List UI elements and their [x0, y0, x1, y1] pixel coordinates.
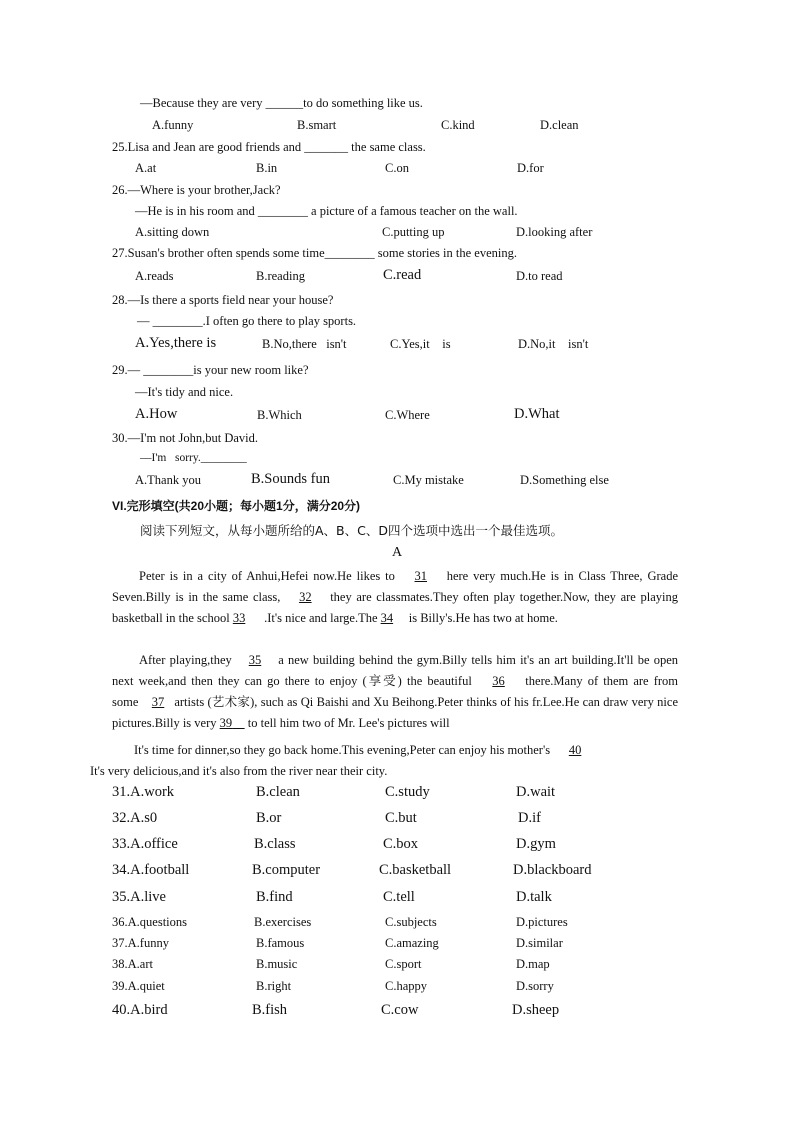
passage-text: After playing,they — [139, 653, 232, 667]
option: A.funny — [152, 118, 194, 132]
passage-label: A — [391, 545, 403, 560]
blank-31: 31 — [414, 569, 428, 583]
option: B.in — [256, 161, 278, 175]
option: A.Thank you — [135, 473, 201, 487]
blank-34: 34 — [380, 611, 394, 625]
option: B.No,there isn't — [262, 337, 347, 351]
q27-stem: 27.Susan's brother often spends some time________ some stories in the evening. — [112, 246, 517, 260]
option: C.cow — [381, 1002, 419, 1018]
option: D.No,it isn't — [518, 337, 589, 351]
option: B.computer — [252, 862, 321, 878]
blank-35: 35 — [248, 653, 262, 667]
blank-32: 32 — [299, 590, 312, 604]
option: C.but — [385, 810, 417, 826]
passage-text: It's very delicious,and it's also from the river near their city. — [90, 764, 388, 778]
q26-stem: 26.—Where is your brother,Jack? — [112, 183, 281, 197]
option: C.happy — [385, 979, 428, 993]
option: 40.A.bird — [112, 1002, 168, 1018]
option: B.smart — [297, 118, 337, 132]
passage-text: It's time for dinner,so they go back home.This evening,Peter can enjoy his mother's — [134, 743, 551, 757]
option: B.exercises — [254, 915, 312, 929]
option: D.talk — [516, 889, 552, 905]
option: 34.A.football — [112, 862, 190, 878]
option: C.sport — [385, 957, 422, 971]
option: C.amazing — [385, 936, 439, 950]
option: B.right — [256, 979, 292, 993]
options-row — [0, 784, 794, 804]
option: D.sheep — [512, 1002, 560, 1018]
options-row — [0, 889, 794, 909]
blank-33: 33 — [232, 611, 246, 625]
option: D.map — [516, 957, 550, 971]
options-row — [0, 979, 794, 999]
option: B.Sounds fun — [251, 471, 330, 487]
option: A.How — [135, 406, 178, 422]
q29-reply-line — [0, 385, 794, 405]
option: D.for — [517, 161, 544, 175]
option: B.or — [256, 810, 282, 826]
section-instruction-line — [0, 521, 794, 541]
option: 38.A.art — [112, 957, 153, 971]
option: D.similar — [516, 936, 563, 950]
option: B.music — [256, 957, 298, 971]
option: 31.A.work — [112, 784, 175, 800]
q26-reply-line — [0, 204, 794, 224]
option: D.looking after — [516, 225, 593, 239]
option: D.if — [518, 810, 541, 826]
option: 37.A.funny — [112, 936, 169, 950]
options-row — [0, 862, 794, 882]
passage-text: they are classmates.They often play together.Now, they are playing basketball in the school — [112, 590, 679, 625]
q30-options — [0, 473, 794, 493]
options-row — [0, 915, 794, 935]
option: D.What — [514, 406, 560, 422]
options-row — [0, 836, 794, 856]
option: A.Yes,there is — [135, 335, 217, 351]
option: C.basketball — [379, 862, 452, 878]
q28-reply-line — [0, 314, 794, 334]
option: D.gym — [516, 836, 556, 852]
option: D.to read — [516, 269, 563, 283]
option: C.on — [385, 161, 409, 175]
option: 35.A.live — [112, 889, 166, 905]
option: C.kind — [441, 118, 475, 132]
q29-reply: —It's tidy and nice. — [135, 385, 234, 399]
option: A.reads — [135, 269, 174, 283]
option: C.Where — [385, 408, 430, 422]
q30-stem-line — [0, 431, 794, 451]
option: D.sorry — [516, 979, 554, 993]
passage-text: .It's nice and large.The — [264, 611, 378, 625]
options-row — [0, 936, 794, 956]
blank-36: 36 — [492, 674, 505, 688]
q25-options — [0, 161, 794, 181]
q24-options — [0, 118, 794, 138]
option: D.clean — [540, 118, 579, 132]
options-row — [0, 957, 794, 977]
section-instruction: 阅读下列短文，从每小题所给的A、B、C、D四个选项中选出一个最佳选项。 — [140, 523, 563, 538]
option: D.wait — [516, 784, 556, 800]
option: A.sitting down — [135, 225, 210, 239]
option: B.Which — [257, 408, 302, 422]
q26-options — [0, 225, 794, 245]
passage-paragraph-3 — [90, 740, 678, 782]
q25-stem-line — [0, 140, 794, 160]
blank-40: 40 — [568, 743, 582, 757]
passage-text: artists (艺术家), such as Qi Baishi and Xu Beihong.Peter thinks of his fr.Lee.He can draw very nice pictures.Billy is very — [112, 695, 678, 730]
q30-reply: —I'm sorry.________ — [140, 452, 247, 464]
passage-paragraph-1 — [112, 566, 678, 629]
options-row — [0, 810, 794, 830]
section-heading — [0, 497, 794, 517]
option: C.My mistake — [393, 473, 464, 487]
q24-reply: —Because they are very ______to do something like us. — [140, 96, 423, 110]
option: B.famous — [256, 936, 305, 950]
q29-stem-line — [0, 363, 794, 383]
passage-text: here very much.He is in Class Three, Grade Seven.Billy is in the same class, — [112, 569, 679, 604]
q25-stem: 25.Lisa and Jean are good friends and _______ the same class. — [112, 140, 426, 154]
option: D.blackboard — [513, 862, 592, 878]
option: C.tell — [383, 889, 415, 905]
passage-text: Peter is in a city of Anhui,Hefei now.He likes to — [139, 569, 395, 583]
q28-stem-line — [0, 293, 794, 313]
option: B.clean — [256, 784, 300, 800]
option: C.study — [385, 784, 430, 800]
option: C.putting up — [382, 225, 445, 239]
passage-text: to tell him two of Mr. Lee's pictures will — [247, 716, 450, 730]
option: B.fish — [252, 1002, 288, 1018]
option: 39.A.quiet — [112, 979, 165, 993]
q28-stem: 28.—Is there a sports field near your house? — [112, 293, 334, 307]
option: C.read — [383, 267, 422, 283]
q29-stem: 29.— ________is your new room like? — [112, 363, 309, 377]
option: B.reading — [256, 269, 305, 283]
q28-options — [0, 337, 794, 357]
q26-reply: —He is in his room and ________ a picture of a famous teacher on the wall. — [135, 204, 518, 218]
option: B.class — [254, 836, 296, 852]
option: B.find — [256, 889, 293, 905]
q27-stem-line — [0, 246, 794, 266]
option: C.subjects — [385, 915, 437, 929]
q24-reply-line — [0, 96, 794, 116]
option: 32.A.s0 — [112, 810, 158, 826]
section-title: VI.完形填空(共20小题；每小题1分，满分20分) — [112, 499, 361, 513]
passage-text: there.Many of them are from some — [112, 674, 679, 709]
option: D.pictures — [516, 915, 568, 929]
blank-37: 37 — [151, 695, 165, 709]
q28-reply: — ________.I often go there to play sports. — [137, 314, 357, 328]
q30-stem: 30.—I'm not John,but David. — [112, 431, 258, 445]
option: C.box — [383, 836, 419, 852]
blank-39: 39 — [219, 716, 233, 730]
passage-text: is Billy's.He has two at home. — [408, 611, 558, 625]
option: 33.A.office — [112, 836, 178, 852]
q30-reply-line — [0, 452, 794, 472]
q26-stem-line — [0, 183, 794, 203]
passage-text: a new building behind the gym.Billy tells him it's an art building.It'll be open next week,and then they can go there to enjoy (享受) the beautiful — [112, 653, 679, 688]
options-row — [0, 1002, 794, 1022]
option: C.Yes,it is — [390, 337, 451, 351]
q29-options — [0, 408, 794, 428]
option: 36.A.questions — [112, 915, 187, 929]
q27-options — [0, 269, 794, 289]
option: A.at — [135, 161, 157, 175]
passage-paragraph-2 — [112, 650, 678, 734]
option: D.Something else — [520, 473, 609, 487]
